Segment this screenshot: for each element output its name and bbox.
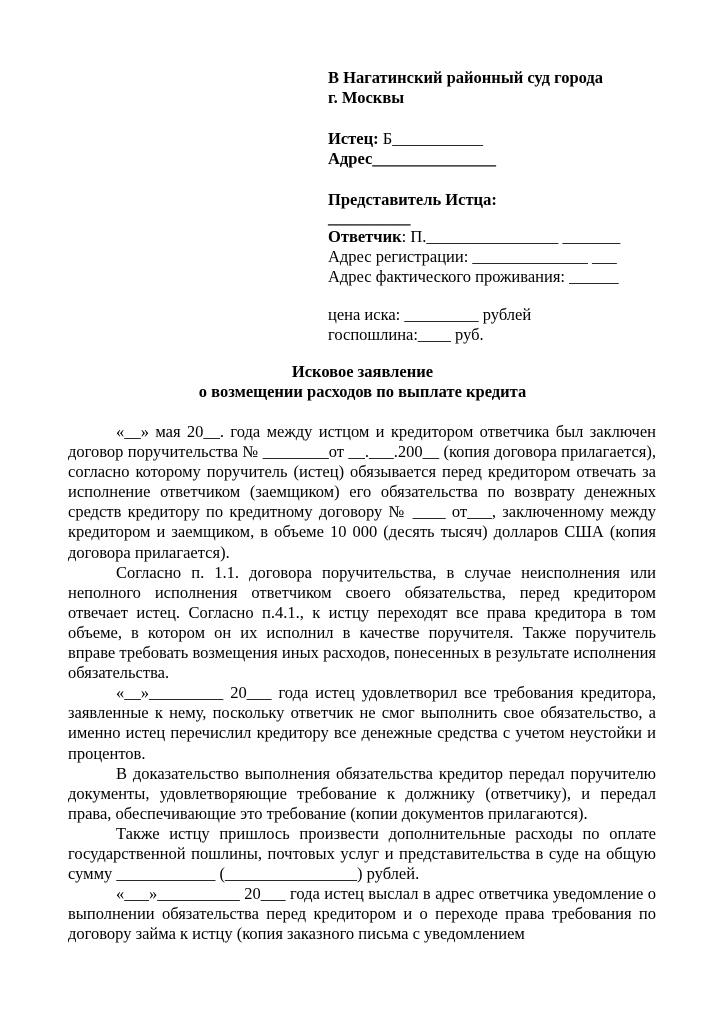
representative-label: Представитель Истца: xyxy=(328,190,497,209)
claim-price: цена иска: _________ рублей xyxy=(328,305,532,324)
registration-address: Адрес регистрации: ______________ ___ xyxy=(328,247,617,266)
address-label: Адрес_______________ xyxy=(328,149,497,168)
paragraph: Согласно п. 1.1. договора поручительства, в случае неисполнения или неполного исполнения ответчиком своего обязательства, перед кредитором отвечает истец. Согласно п.4.1., к истцу переходят все права кредитора в том объеме, в котором он их исполнил в качестве поручителя. Также поручитель вправе требовать возмещения иных расходов, понесенных в результате исполнения обязательства. xyxy=(68,562,656,683)
paragraph: «___»__________ 20___ года истец выслал в адрес ответчика уведомление о выполнении обязательства перед кредитором и о переходе права требования по договору займа к истцу (копия заказного письма с уведомлением xyxy=(68,884,656,944)
plaintiff-line xyxy=(328,129,483,149)
court-name-line2: г. Москвы xyxy=(328,88,405,107)
document-body xyxy=(68,422,656,944)
court-name-line1: В Нагатинский районный суд города xyxy=(328,68,603,87)
state-fee: госпошлина:____ руб. xyxy=(328,325,484,344)
paragraph: В доказательство выполнения обязательства кредитор передал поручителю документы, удовлетворяющие требование к должнику (ответчику), и передал права, обеспечивающие это требование (копии документов прилагаются). xyxy=(68,763,656,823)
defendant-line xyxy=(328,227,620,247)
defendant-value: : П.________________ _______ xyxy=(401,227,621,246)
paragraph: «__» мая 20__. года между истцом и кредитором ответчика был заключен договор поручительства № ________от __.___.200__ (копия договора прилагается), согласно которому поручитель (истец) обязывается перед кредитором отвечать за исполнение ответчиком (заемщиком) его обязательства по возврату денежных средств кредитору по кредитному договору № ____ от___, заключенному между кредитором и заемщиком, в объеме 10 000 (десять тысяч) долларов США (копия договора прилагается). xyxy=(68,422,656,562)
paragraph: Также истцу пришлось произвести дополнительные расходы по оплате государственной пошлины, почтовых услуг и представительства в суде на общую сумму ____________ (________________) рублей. xyxy=(68,823,656,884)
actual-address: Адрес фактического проживания: ______ xyxy=(328,267,619,286)
document-title: Исковое заявление xyxy=(291,362,434,381)
plaintiff-value: Б___________ xyxy=(378,129,483,148)
paragraph: «__»_________ 20___ года истец удовлетворил все требования кредитора, заявленные к нему, поскольку ответчик не смог выполнить свое обязательство, а именно истец перечислил кредитору все денежные средства с учетом неустойки и процентов. xyxy=(68,683,656,763)
plaintiff-label: Истец: xyxy=(328,129,379,148)
representative-value: __________ xyxy=(328,208,411,227)
document-subtitle: о возмещении расходов по выплате кредита xyxy=(198,382,527,401)
defendant-label: Ответчик xyxy=(328,227,402,246)
